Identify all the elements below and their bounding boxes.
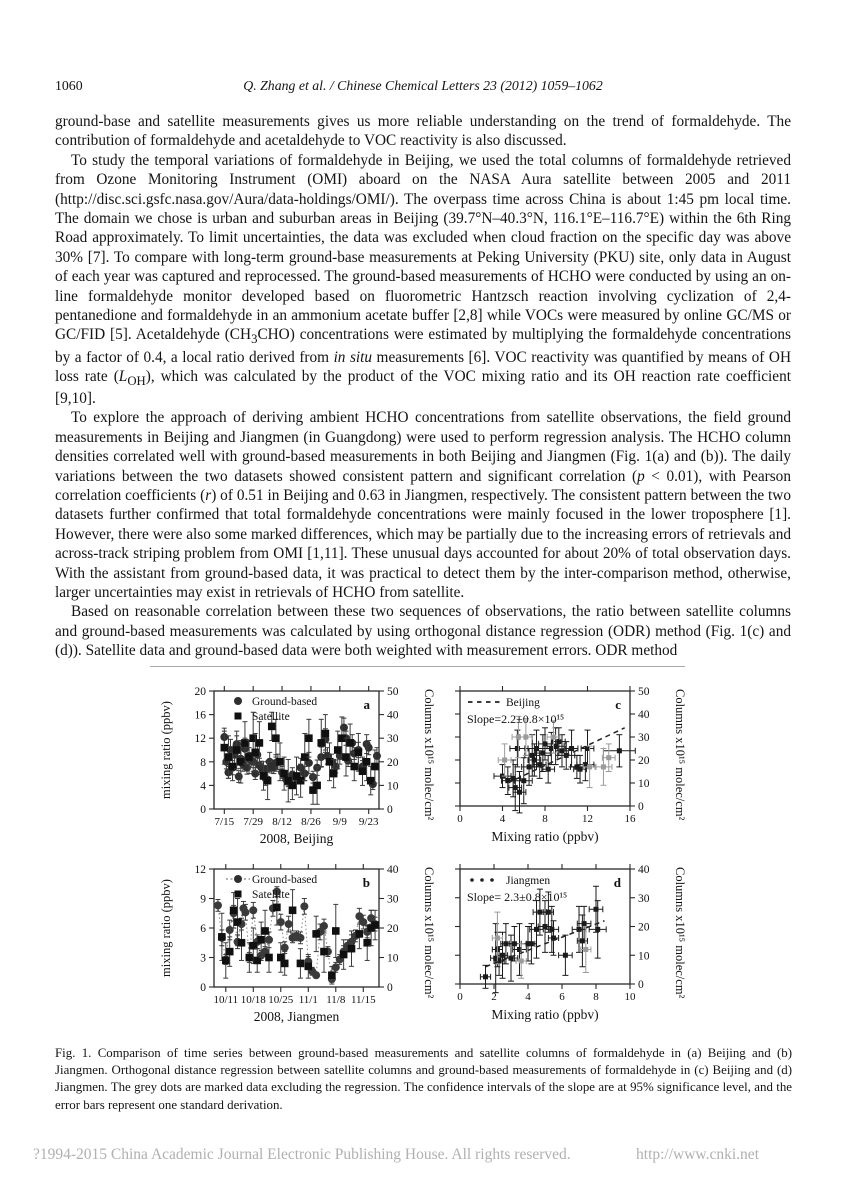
svg-text:Slope=2.2±0.8×10¹⁵: Slope=2.2±0.8×10¹⁵	[467, 712, 565, 726]
svg-text:30: 30	[638, 732, 650, 744]
watermark-url: http://www.cnki.net	[636, 1146, 759, 1163]
svg-text:0: 0	[200, 804, 206, 816]
svg-text:20: 20	[194, 686, 206, 698]
svg-text:7/15: 7/15	[214, 816, 235, 828]
svg-text:Ground-based: Ground-based	[252, 874, 318, 886]
body-paragraph: To explore the approach of deriving ambient HCHO concentrations from satellite observations, the field ground measurements in Beijing and Jiangmen (in Guangdong) were used to perform regression analysis. The HCHO column densities correlated well with ground-based measurements in both Beijing and Jiangmen (Fig. 1(a) and (b)). The daily variations between the two datasets showed consistent pattern and significant correlation (p < 0.01), with Pearson correlation coefficients (r) of 0.51 in Beijing and 0.63 in Jiangmen, respectively. The consistent pattern between the two datasets further confirmed that total formaldehyde concentrations were mainly focused in the lower troposphere [1]. However, there were also some marked differences, which may be partially due to the increasing errors of retrievals and across-track striping problem from OMI [1,11]. These unusual days accounted for about 20% of total observation days. With the assistant from ground-based data, it was practical to detect them by the inter-comparison method, otherwise, larger uncertainties may exist in retrievals of HCHO from satellite.	[55, 409, 791, 601]
body-paragraph: Based on reasonable correlation between these two sequences of observations, the ratio between satellite columns and ground-based measurements was calculated by using orthogonal distance regression (ODR) method (Fig. 1(c) and (d)). Satellite data and ground-based data were both weighted with measurement errors. ODR method	[55, 603, 791, 660]
svg-text:0: 0	[638, 979, 644, 991]
svg-text:8/12: 8/12	[272, 816, 292, 828]
svg-text:11/8: 11/8	[326, 994, 346, 1006]
svg-text:20: 20	[387, 756, 399, 769]
svg-text:10: 10	[638, 950, 650, 963]
svg-text:b: b	[362, 875, 370, 890]
svg-text:Columns x10¹⁵ molec/cm²: Columns x10¹⁵ molec/cm²	[673, 867, 687, 999]
watermark-text: ?1994-2015 China Academic Journal Electronic Publishing House. All rights reserved.	[33, 1146, 571, 1163]
svg-text:9: 9	[200, 893, 206, 906]
svg-text:2: 2	[491, 991, 497, 1003]
svg-text:16: 16	[194, 709, 206, 722]
svg-text:8: 8	[200, 756, 206, 769]
svg-text:2008, Jiangmen: 2008, Jiangmen	[253, 1009, 340, 1024]
svg-text:9/9: 9/9	[332, 816, 347, 828]
svg-text:8: 8	[593, 991, 599, 1003]
svg-text:7/29: 7/29	[243, 816, 263, 828]
svg-text:4: 4	[525, 991, 531, 1003]
article-body	[55, 112, 791, 661]
svg-text:0: 0	[638, 801, 644, 813]
svg-text:10: 10	[387, 780, 399, 793]
body-paragraph: ground-base and satellite measurements gives us more reliable understanding on the trend of formaldehyde. The contribution of formaldehyde and acetaldehyde to VOC reactivity is also discussed.	[55, 113, 791, 150]
svg-text:a: a	[363, 697, 370, 712]
svg-text:10: 10	[638, 778, 650, 790]
svg-text:12: 12	[582, 813, 593, 825]
svg-text:11/1: 11/1	[298, 994, 318, 1006]
svg-text:12: 12	[194, 733, 206, 746]
svg-text:0: 0	[387, 804, 393, 816]
svg-text:10/11: 10/11	[213, 994, 239, 1006]
figure-panel-c-regression-beijing	[438, 682, 720, 860]
figure-panel-b-timeseries-jiangmen	[146, 860, 438, 1038]
svg-text:20: 20	[638, 921, 650, 934]
svg-text:9/23: 9/23	[358, 816, 379, 828]
svg-text:10/18: 10/18	[240, 994, 266, 1006]
svg-text:Columns x10¹⁵ molec/cm²: Columns x10¹⁵ molec/cm²	[422, 689, 436, 821]
figure-panel-d-regression-jiangmen	[438, 860, 720, 1038]
svg-text:4: 4	[200, 780, 206, 793]
svg-text:Beijing: Beijing	[506, 697, 540, 709]
svg-text:4: 4	[499, 813, 506, 825]
svg-text:Slope= 2.3±0.8×10¹⁵: Slope= 2.3±0.8×10¹⁵	[467, 890, 568, 904]
svg-text:8/26: 8/26	[301, 816, 321, 828]
svg-text:12: 12	[194, 864, 206, 876]
figure-caption: Fig. 1. Comparison of time series between ground-based measurements and satellite columns of formaldehyde in (a) Beijing and (b) Jiangmen. Orthogonal distance regression between satellite columns and ground-based measurements of formaldehyde in (c) Beijing and (d) Jiangmen. The grey dots are marked data excluding the regression. The confidence intervals of the slope are at 95% significance level, and the error bars represent one standard derivation.	[55, 1045, 792, 1112]
svg-text:Columns x10¹⁵ molec/cm²: Columns x10¹⁵ molec/cm²	[673, 689, 687, 821]
svg-text:0: 0	[457, 991, 463, 1003]
svg-text:10: 10	[624, 991, 636, 1003]
svg-text:Ground-based: Ground-based	[252, 696, 318, 708]
svg-text:Satellite: Satellite	[252, 711, 290, 723]
svg-text:10: 10	[387, 952, 399, 965]
page-number: 1060	[55, 78, 83, 93]
page-header	[55, 78, 791, 98]
svg-text:6: 6	[559, 991, 565, 1003]
svg-text:10/25: 10/25	[268, 994, 294, 1006]
svg-text:d: d	[613, 875, 621, 890]
svg-text:20: 20	[638, 755, 650, 767]
svg-text:c: c	[615, 697, 621, 712]
figure-panel-a-timeseries-beijing	[146, 682, 438, 860]
svg-text:40: 40	[638, 709, 650, 721]
svg-text:6: 6	[200, 923, 206, 935]
svg-text:3: 3	[200, 952, 206, 965]
svg-text:16: 16	[624, 813, 636, 825]
running-head: Q. Zhang et al. / Chinese Chemical Letters 23 (2012) 1059–1062	[243, 78, 603, 93]
svg-text:2008, Beijing: 2008, Beijing	[259, 831, 334, 846]
svg-text:50: 50	[638, 686, 650, 698]
svg-text:0: 0	[457, 813, 463, 825]
svg-text:40: 40	[387, 864, 399, 876]
svg-text:30: 30	[638, 892, 650, 905]
svg-text:40: 40	[638, 864, 650, 876]
svg-text:mixing ratio (ppbv): mixing ratio (ppbv)	[159, 879, 173, 977]
svg-text:Jiangmen: Jiangmen	[506, 875, 551, 887]
svg-text:Columns x10¹⁵ molec/cm²: Columns x10¹⁵ molec/cm²	[422, 867, 436, 999]
svg-text:30: 30	[387, 733, 399, 746]
svg-text:Satellite: Satellite	[252, 889, 290, 901]
svg-text:Mixing ratio (ppbv): Mixing ratio (ppbv)	[491, 1007, 599, 1022]
svg-text:0: 0	[200, 982, 206, 994]
watermark-footer	[33, 1146, 759, 1164]
svg-text:8: 8	[542, 813, 548, 825]
figure-1	[146, 682, 720, 1038]
svg-text:11/15: 11/15	[350, 994, 376, 1006]
svg-text:0: 0	[387, 982, 393, 994]
svg-text:Mixing ratio (ppbv): Mixing ratio (ppbv)	[491, 829, 599, 844]
body-paragraph: To study the temporal variations of formaldehyde in Beijing, we used the total columns of formaldehyde retrieved from Ozone Monitoring Instrument (OMI) aboard on the NASA Aura satellite between 2005 and 2011 (http://disc.sci.gsfc.nasa.gov/Aura/data-holdings/OMI/). The overpass time across China is about 1:45 pm local time. The domain we chose is urban and suburban areas in Beijing (39.7°N–40.3°N, 116.1°E–116.7°E) within the 6th Ring Road approximately. To limit uncertainties, the data was excluded when cloud fraction on the specific day was above 30% [7]. To compare with long-term ground-base measurements at Peking University (PKU) site, only data in August of each year was captured and reprocessed. The ground-based measurements of HCHO were conducted by using an on-line formaldehyde monitor developed based on fluorometric Hantzsch reaction involving cyclization of 2,4-pentanedione and formaldehyde in an ammonium acetate buffer [2,8] while VOCs were measured by online GC/MS or GC/FID [5]. Acetaldehyde $(CH_3CHO)$ concentrations were estimated by multiplying the formaldehyde concentrations by a factor of 0.4, a local ratio derived from in situ measurements [6]. VOC reactivity was quantified by means of OH loss rate $(L_{OH})$, which was calculated by the product of the VOC mixing ratio and its OH reaction rate coefficient [9,10].	[55, 151, 791, 408]
svg-text:20: 20	[387, 923, 399, 935]
svg-text:50: 50	[387, 686, 399, 698]
svg-text:mixing ratio (ppbv): mixing ratio (ppbv)	[159, 701, 173, 799]
svg-text:40: 40	[387, 709, 399, 722]
figure-divider	[150, 666, 685, 667]
svg-text:30: 30	[387, 893, 399, 906]
